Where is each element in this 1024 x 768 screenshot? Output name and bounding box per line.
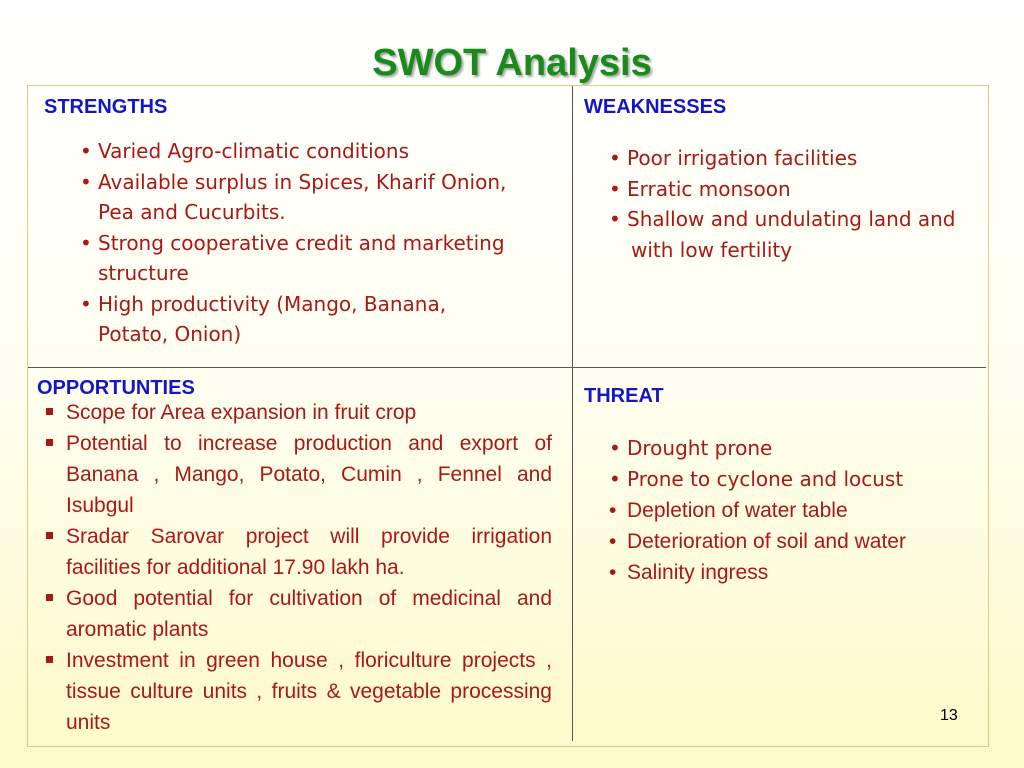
list-item: • Varied Agro-climatic conditions [80,136,510,167]
list-item: • Poor irrigation facilities [609,143,1009,174]
vertical-divider [572,86,573,741]
list-item: • Strong cooperative credit and marketing structure [80,228,510,289]
horizontal-divider [28,367,986,368]
list-item: Scope for Area expansion in fruit crop [44,397,552,428]
threat-list [609,433,1009,588]
list-item [609,204,1009,265]
weaknesses-list [609,143,1009,265]
opportunities-list [44,397,552,738]
list-item-line: Shallow and undulating land and [627,207,956,231]
list-item: Good potential for cultivation of medicinal and aromatic plants [44,583,552,645]
threat-heading: THREAT [584,385,664,407]
list-item: • Salinity ingress [609,557,1009,588]
weaknesses-heading: WEAKNESSES [584,96,727,118]
list-item: Investment in green house , floriculture projects , tissue culture units , fruits & vegetable processing units [44,645,552,738]
list-item: • Available surplus in Spices, Kharif Onion, Pea and Cucurbits. [80,167,510,228]
list-item: • Prone to cyclone and locust [609,464,1009,495]
strengths-heading: STRENGTHS [44,96,168,118]
strengths-list [80,136,510,350]
list-item: • High productivity (Mango, Banana, Potato, Onion) [80,289,510,350]
list-item: Sradar Sarovar project will provide irrigation facilities for additional 17.90 lakh ha. [44,521,552,583]
page-number: 13 [940,707,958,724]
list-item: Potential to increase production and export of Banana , Mango, Potato, Cumin , Fennel and Isubgul [44,428,552,521]
list-item: • Depletion of water table [609,495,1009,526]
list-item: • Deterioration of soil and water [609,526,1009,557]
list-item: • Drought prone [609,433,1009,464]
opportunities-heading: OPPORTUNTIES [37,377,195,399]
list-item-continuation: with low fertility [631,237,793,262]
slide-title: SWOT Analysis [372,42,652,84]
list-item: • Erratic monsoon [609,174,1009,205]
